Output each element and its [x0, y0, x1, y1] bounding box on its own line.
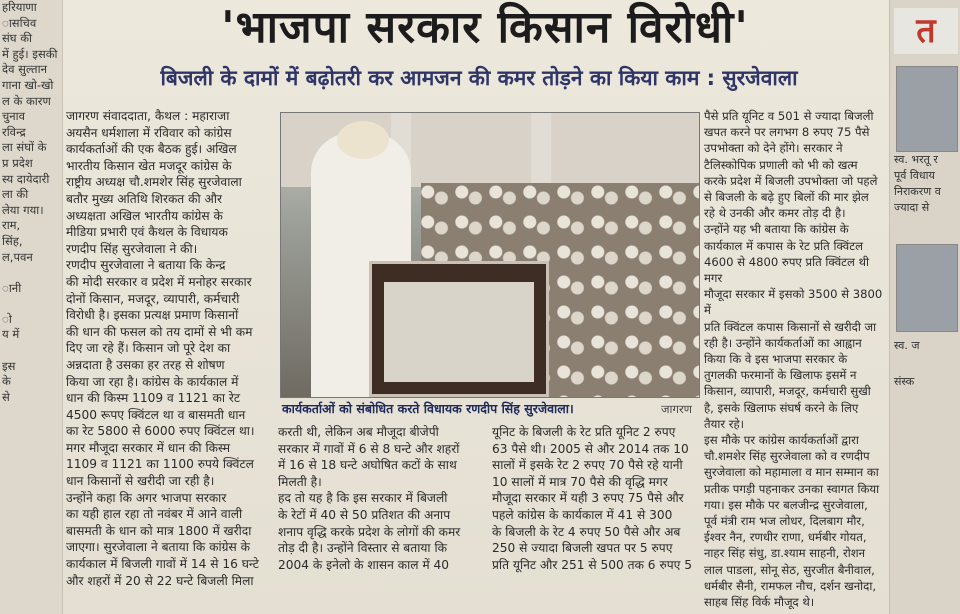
article-line: रही है। उन्होंने कार्यकर्ताओं का आह्वान [704, 335, 862, 350]
article-line: रणदीप सुरजेवाला ने बताया कि केन्द्र [66, 258, 226, 273]
adjacent-text-line: ो [2, 311, 12, 326]
article-line: ईश्वर नैन, रणधीर राणा, धर्मबीर गोयत, [704, 530, 867, 545]
adjacent-text-line: ासचिव [2, 15, 37, 30]
section-logo: त [894, 8, 958, 54]
article-line: जाएगा। सुरजेवाला ने बताया कि कांग्रेस के [66, 540, 250, 555]
portrait-photo [896, 244, 958, 332]
adjacent-text-line [0, 343, 62, 359]
article-line: कार्यकाल में बिजली गावों में 14 से 16 घन्टे [66, 557, 259, 572]
article-line: प्रतीक पगड़ी पहनाकर उनका स्वागत किया [704, 481, 880, 496]
article-line: पहले कांग्रेस के कार्यकाल में 41 से 300 [492, 507, 673, 522]
article-column-4 [704, 108, 888, 610]
article-line: करती थी, लेकिन अब मौजूदा बीजेपी [278, 425, 439, 439]
article-line: चौ.शमशेर सिंह सुरजेवाला को व रणदीप [704, 449, 870, 464]
article-line: 10 सालों में मात्र 70 पैसे की वृद्धि मगर [492, 474, 668, 489]
article-column-3 [492, 424, 714, 584]
portrait-photo [896, 66, 958, 152]
adjacent-text-line: सिंह, [2, 233, 23, 248]
podium-panel [384, 282, 534, 382]
article-line: विरोधी है। इसका प्रत्यक्ष प्रमाण किसानों [66, 308, 239, 323]
adjacent-text-line: हरियाणा [2, 0, 37, 14]
side-caption: स्व. भरतू र [894, 153, 938, 166]
article-line: अध्यक्षता अखिल भारतीय कांग्रेस के [66, 208, 223, 223]
article-line: 250 से ज्यादा बिजली खपत पर 5 रुपए [492, 541, 673, 556]
adjacent-text-line: ल के कारण [2, 93, 51, 108]
adjacent-text-line: के [2, 374, 11, 389]
article-line: अयसैन धर्मशाला में रविवार को कांग्रेस [66, 125, 232, 140]
adjacent-text-line: इस [2, 358, 16, 373]
article-line: इस मौके पर कांग्रेस कार्यकर्ताओं द्वारा [704, 433, 859, 448]
adjacent-text-line: चुनाव [2, 109, 26, 124]
article-line: दिए जा रहे हैं। किसान जो पूरे देश का [66, 341, 231, 356]
article-line: सरकार में गावों में 6 से 8 घन्टे और शहरों [278, 441, 460, 456]
article-line: और शहरों में 20 से 22 घन्टे बिजली मिला [66, 573, 254, 588]
photo-credit: जागरण [660, 402, 692, 416]
article-line: नाहर सिंह संधु, डा.श्याम साहनी, रोशन [704, 546, 866, 561]
article-line: सुरजेवाला को महामाला व मान सम्मान का [704, 465, 879, 480]
article-line: मीडिया प्रभारी एवं कैथल के विधायक [66, 225, 228, 240]
article-line: मौजूदा सरकार में इसको 3500 से 3800 में [704, 287, 883, 318]
adjacent-text-line: संघ की [2, 31, 33, 46]
article-line: बतौर मुख्य अतिथि शिरकत की और [66, 191, 222, 206]
article-line: कार्यकर्ताओं की एक बैठक हुई। अखिल [66, 142, 237, 157]
adjacent-text-line: ला संघों के [2, 140, 47, 155]
article-line: की धान की फसल को तय दामों से भी कम [66, 324, 253, 339]
article-line: प्रति क्विंटल कपास किसानों से खरीदी जा [704, 319, 877, 334]
article-line: मिलती है। [278, 474, 322, 489]
article-line: रणदीप सिंह सुरजेवाला ने की। [66, 241, 198, 256]
adjacent-text-line: राम, [2, 218, 21, 233]
article-line: किया कि वे इस भाजपा सरकार के [704, 352, 848, 367]
article-line: साहब सिंह विर्क मौजूद थे। [704, 595, 815, 610]
article-line: में 16 से 18 घन्टे अघोषित कटों के साथ [278, 458, 457, 473]
adjacent-text-line [0, 265, 62, 281]
photo-caption-row [282, 400, 696, 418]
article-line: प्रति यूनिट और 251 से 500 तक 6 रुपए 5 [492, 557, 693, 572]
article-line: उपभोक्ता को देने होंगे। सरकार ने [704, 141, 843, 156]
article-line: 4600 से 4800 रुपए प्रति क्विंटल थी मगर [704, 254, 869, 286]
article-line: तुगलकी फरमानों के खिलाफ इसमें न [704, 368, 857, 383]
article-line: किसान, व्यापारी, मजदूर, कर्मचारी सुखी [704, 384, 871, 399]
article-line: शनाप वृद्धि करके प्रदेश के लोगों की कमर [278, 524, 461, 539]
side-caption: ज्यादा से [894, 201, 930, 214]
article-line: 4500 रूपए क्विंटल था व बासमती धान [66, 407, 246, 422]
photo-podium [369, 261, 549, 397]
article-line: का रेट 5800 से 6000 रुपए क्विंटल था। [66, 424, 255, 439]
article-line: खपत करने पर लगभग 8 रुपए 75 पैसे [704, 125, 870, 140]
article-line: बासमती के धान को मात्र 1800 में खरीदा [66, 523, 252, 538]
side-caption: पूर्व विधाय [894, 169, 935, 182]
article-line: पैसे प्रति यूनिट व 501 से ज्यादा बिजली [704, 109, 874, 123]
article-line: मौजूदा सरकार में यही 3 रुपए 75 पैसे और [492, 491, 684, 506]
article-line: के बिजली के रेट 4 रुपए 50 पैसे और अब [492, 524, 681, 539]
article-column-2 [278, 424, 484, 584]
article-line: भारतीय किसान खेत मजदूर कांग्रेस के [66, 158, 232, 173]
news-photo [280, 112, 700, 398]
article-line: तोड़ दी है। उन्होंने विस्तार से बताया कि [278, 541, 447, 556]
side-caption: संस्क [894, 375, 915, 388]
article-line: उन्होंने यह भी बताया कि कांग्रेस के [704, 222, 849, 237]
adjacent-text-line: ला की [2, 187, 29, 202]
article-line: यूनिट के बिजली के रेट प्रति यूनिट 2 रुपए [492, 425, 676, 439]
right-adjacent-column [889, 0, 960, 614]
adjacent-text-line: लेया गया। [2, 202, 44, 217]
article-line: दोनों किसान, मजदूर, व्यापारी, कर्मचारी [66, 291, 240, 306]
headline: 'भाजपा सरकार किसान विरोधी' [221, 2, 749, 53]
article-line: धान किसानों से खरीदी जा रही है। [66, 474, 215, 489]
adjacent-text-line: ल,पवन [2, 249, 33, 264]
article-line: 63 पैसे थी। 2005 से और 2014 तक 10 [492, 441, 689, 456]
adjacent-text-line: प्र प्रदेश [2, 155, 33, 170]
side-caption: निराकरण व [894, 185, 941, 198]
article-line: किया जा रहा है। कांग्रेस के कार्यकाल में [66, 374, 239, 389]
article-line: के रेटों में 40 से 50 प्रतिशत की अनाप [278, 507, 451, 522]
adjacent-text-line: स्य दायेदारी [2, 171, 50, 186]
article-line: तैयार रहे। [704, 416, 745, 431]
photo-caption: कार्यकर्ताओं को संबोधित करते विधायक रणदीप सिंह सुरजेवाला। [282, 401, 574, 416]
photo-turban [337, 121, 389, 159]
article-line: रहे थे उनकी और कमर तोड़ दी है। [704, 206, 846, 221]
side-caption: स्व. ज [894, 339, 920, 352]
article-line: है, इसके खिलाफ संघर्ष करने के लिए [704, 400, 859, 415]
article-line: धर्मबीर सैनी, रामफल नौच, दर्शन खनोदा, [704, 578, 877, 593]
article-line: से बिजली के बढ़े हुए बिलों की मार झेल [704, 190, 869, 205]
article-line: 1109 व 1121 का 1100 रुपये क्विंटल [66, 457, 254, 472]
article-line: गया। इस मौके पर बलजीन्द्र सुरजेवाला, [704, 497, 868, 512]
article-line: हद तो यह है कि इस सरकार में बिजली [278, 491, 448, 506]
adjacent-text-line: से [2, 389, 10, 404]
article-line: पूर्व मंत्री राम भज लोधर, दिलबाग मौर, [704, 514, 865, 529]
adjacent-text-line: य में [2, 327, 20, 342]
adjacent-text-line: देव सुल्तान [2, 62, 47, 77]
adjacent-text-line [0, 296, 62, 312]
article-line: अन्नदाता है उसका हर तरह से शोषण [66, 357, 225, 372]
article-line: कार्यकाल में कपास के रेट प्रति क्विंटल [704, 238, 863, 253]
subheadline: बिजली के दामों में बढ़ोतरी कर आमजन की कमर तोड़ने का किया काम : सुरजेवाला [160, 66, 798, 90]
article-column-1 [66, 108, 274, 614]
adjacent-text-line: रविन्द्र [2, 124, 26, 139]
left-adjacent-column [0, 0, 63, 614]
article-line: राष्ट्रीय अध्यक्ष चौ.शमशेर सिंह सुरजेवाला [66, 175, 242, 190]
article-line: 2004 के इनेलो के शासन काल में 40 [278, 557, 450, 572]
article-line: की मोदी सरकार व प्रदेश में मनोहर सरकार [66, 274, 252, 289]
article-line: मगर मौजूदा सरकार में धान की किस्म [66, 440, 230, 455]
article-line: उन्होंने कहा कि अगर भाजपा सरकार [66, 490, 227, 505]
article-line: जागरण संवाददाता, कैथल : महाराजा [66, 109, 230, 123]
adjacent-text-line: ानी [2, 280, 22, 295]
adjacent-text-line: गाना खो-खो [2, 77, 54, 92]
article-line: का यही हाल रहा तो नवंबर में आने वाली [66, 507, 243, 522]
article-line: सालों में इसके रेट 2 रुपए 70 पैसे रहे यानी [492, 458, 683, 473]
article-line: टैलिस्कोपिक प्रणाली को भी को खत्म [704, 157, 858, 172]
adjacent-text-line: में हुई। इसकी [2, 46, 58, 61]
article-line: लाल पाडला, सोनू सेठ, सुरजीत बैनीवाल, [704, 562, 875, 577]
article-line: करके प्रदेश में बिजली उपभोक्ता जो पहले [704, 173, 878, 188]
article-line: धान की किस्म 1109 व 1121 का रेट [66, 391, 241, 406]
